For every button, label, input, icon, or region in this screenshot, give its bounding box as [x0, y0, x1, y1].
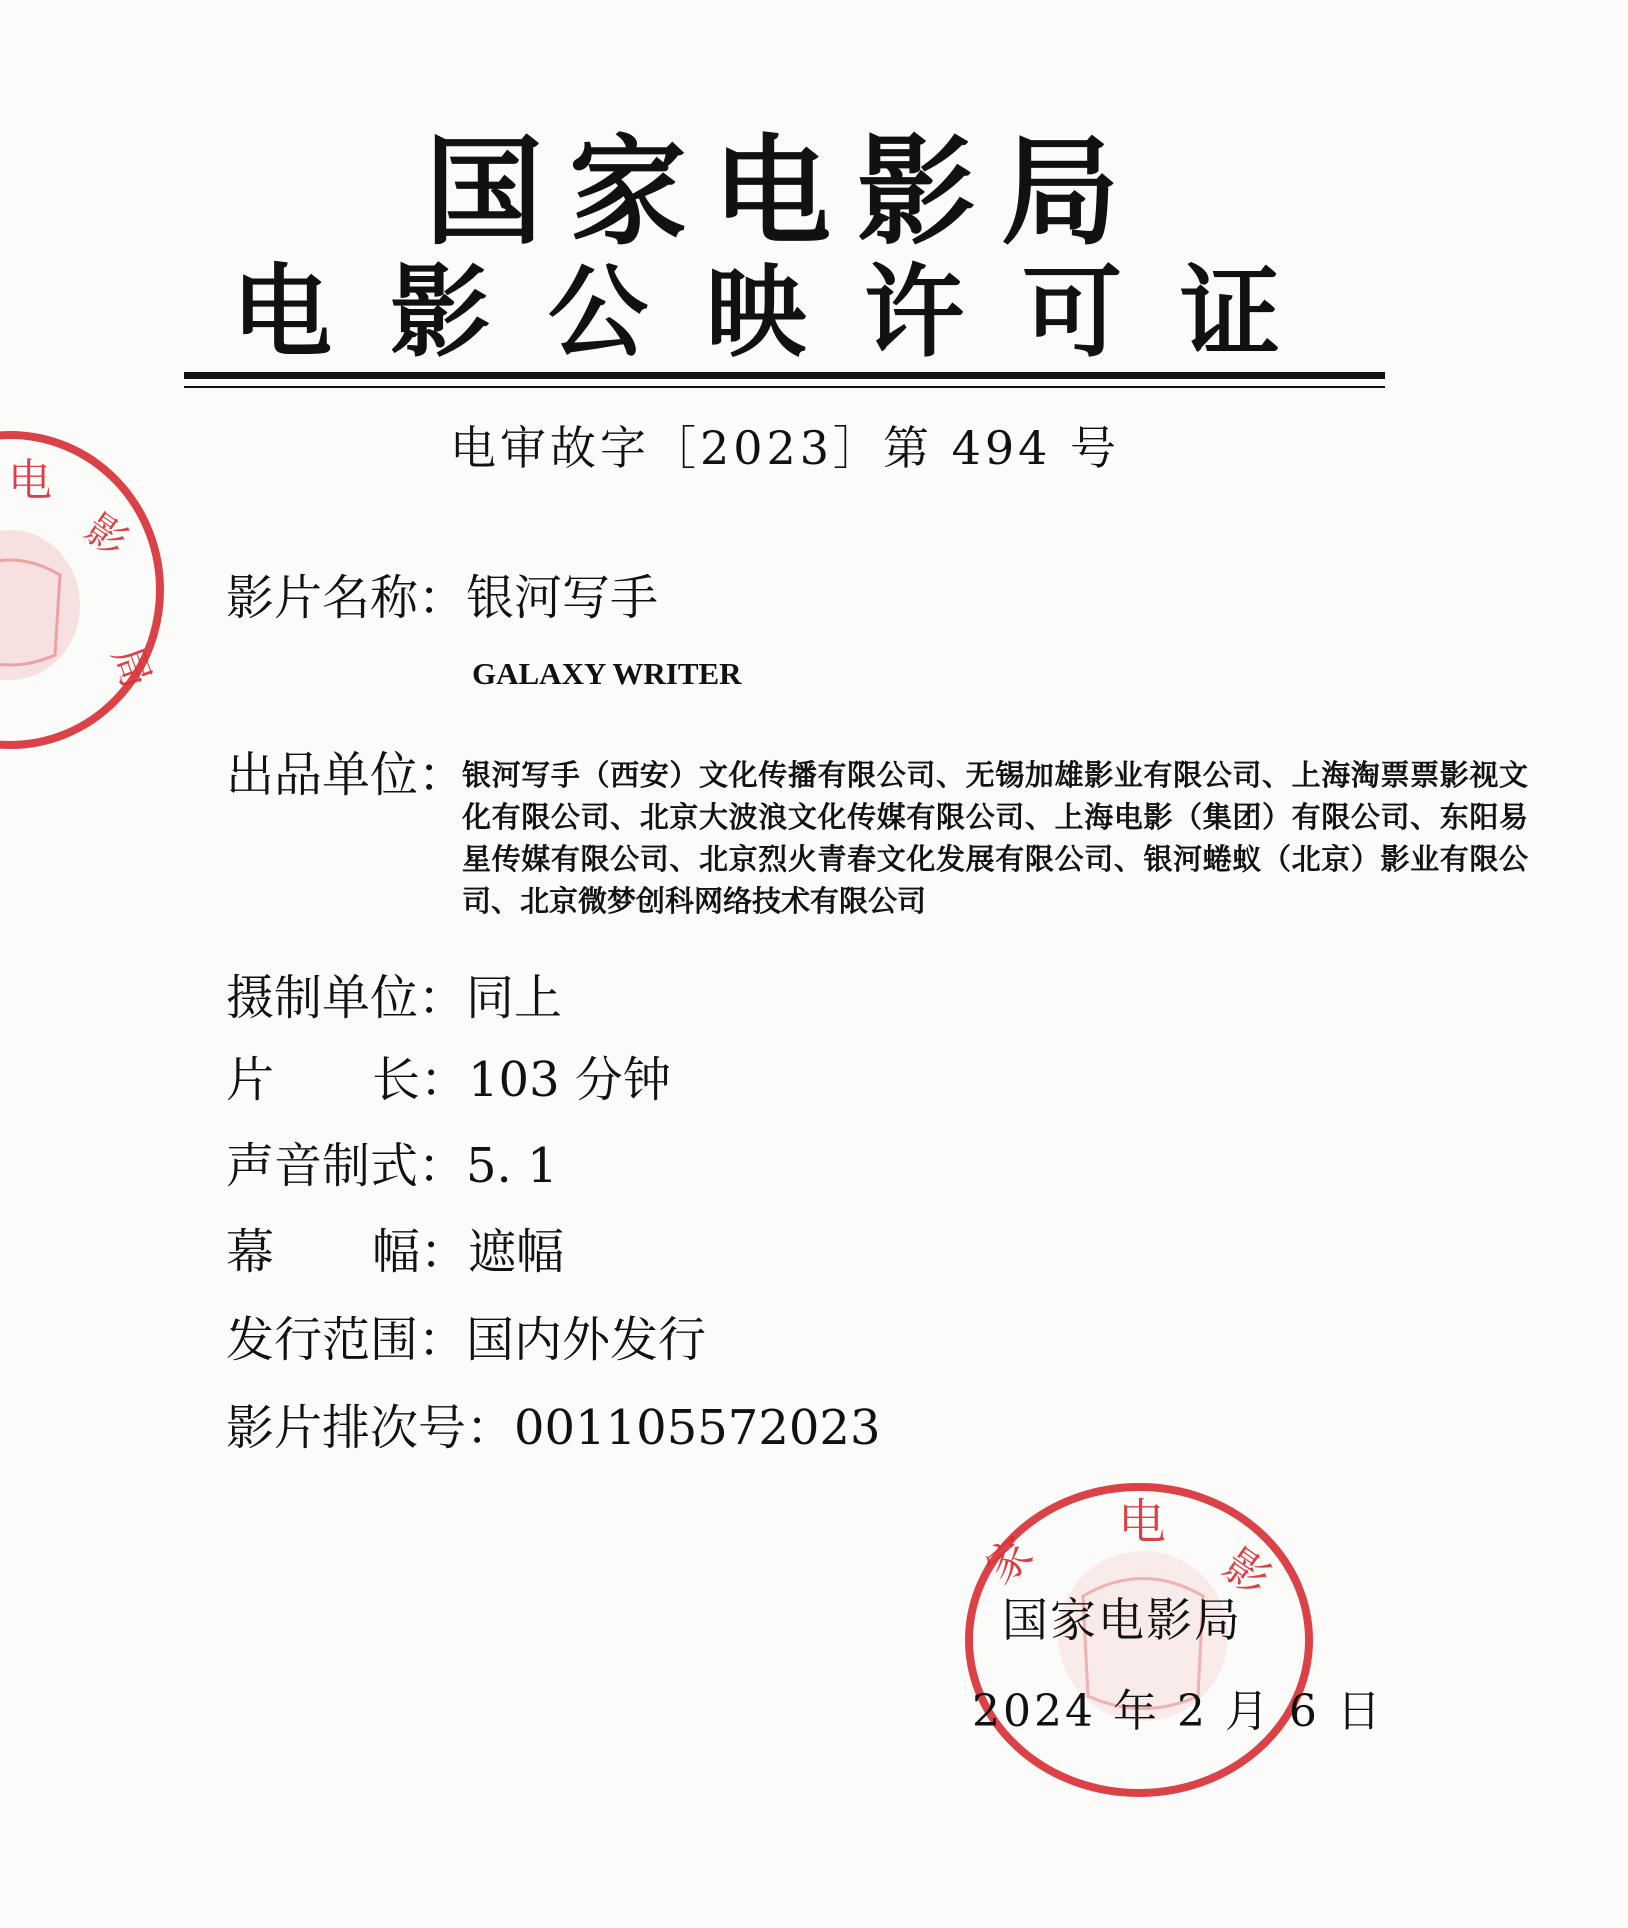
distribution-scope-row — [226, 1312, 706, 1370]
serial-number-label: 影片排次号： — [226, 1400, 515, 1456]
screen-ratio-row — [226, 1224, 564, 1282]
seal-char-1: 电 — [8, 455, 52, 506]
english-title: GALAXY WRITER — [472, 656, 742, 691]
film-name-row — [226, 570, 658, 628]
seal-char-top: 电 — [1118, 1494, 1167, 1550]
serial-number-row — [226, 1400, 880, 1458]
duration-label-a: 片 — [226, 1052, 275, 1108]
issuer-heading: 国家电影局 — [424, 123, 1145, 261]
reference-number: 电审故字［2023］第 494 号 — [449, 421, 1121, 475]
seal-char-left: 家 — [976, 1527, 1043, 1595]
film-name-value: 银河写手 — [466, 570, 659, 626]
document-title: 电影公映许可证 — [232, 254, 1338, 371]
screen-ratio-label-b: 幅： — [372, 1224, 469, 1280]
seal-char-right: 影 — [1213, 1539, 1279, 1607]
production-unit-label: 摄制单位： — [226, 970, 467, 1026]
duration-label-b: 长： — [372, 1052, 469, 1108]
serial-number-value: 001105572023 — [514, 1400, 881, 1456]
header-rule-thin — [184, 386, 1385, 388]
header-rule-thick — [184, 372, 1385, 379]
producer-label: 出品单位： — [226, 747, 467, 803]
distribution-scope-value: 国内外发行 — [466, 1312, 707, 1368]
sound-format-row — [226, 1138, 558, 1196]
seal-char-3: 局 — [102, 640, 160, 695]
producer-value: 银河写手（西安）文化传播有限公司、无锡加雄影业有限公司、上海淘票票影视文化有限公司、北京大波浪文化传媒有限公司、上海电影（集团）有限公司、东阳易星传媒有限公司、北京烈火青春文化发展有限公司、银河蜷蚁（北京）影业有限公司、北京微梦创科网络技术有限公司 — [462, 758, 1528, 918]
sound-format-value: 5. 1 — [466, 1138, 558, 1194]
production-unit-value: 同上 — [466, 970, 563, 1026]
seal-char-2: 影 — [76, 505, 136, 567]
production-unit-row — [226, 970, 562, 1028]
distribution-scope-label: 发行范围： — [226, 1312, 467, 1368]
duration-value: 103 分钟 — [468, 1052, 671, 1108]
sound-format-label: 声音制式： — [226, 1138, 467, 1194]
film-name-label: 影片名称： — [226, 570, 467, 626]
screen-ratio-value: 遮幅 — [468, 1224, 565, 1280]
signature-issuer: 国家电影局 — [1002, 1593, 1242, 1647]
issue-date: 2024 年 2 月 6 日 — [972, 1686, 1384, 1737]
screen-ratio-label-a: 幕 — [226, 1224, 275, 1280]
duration-row — [226, 1052, 671, 1110]
